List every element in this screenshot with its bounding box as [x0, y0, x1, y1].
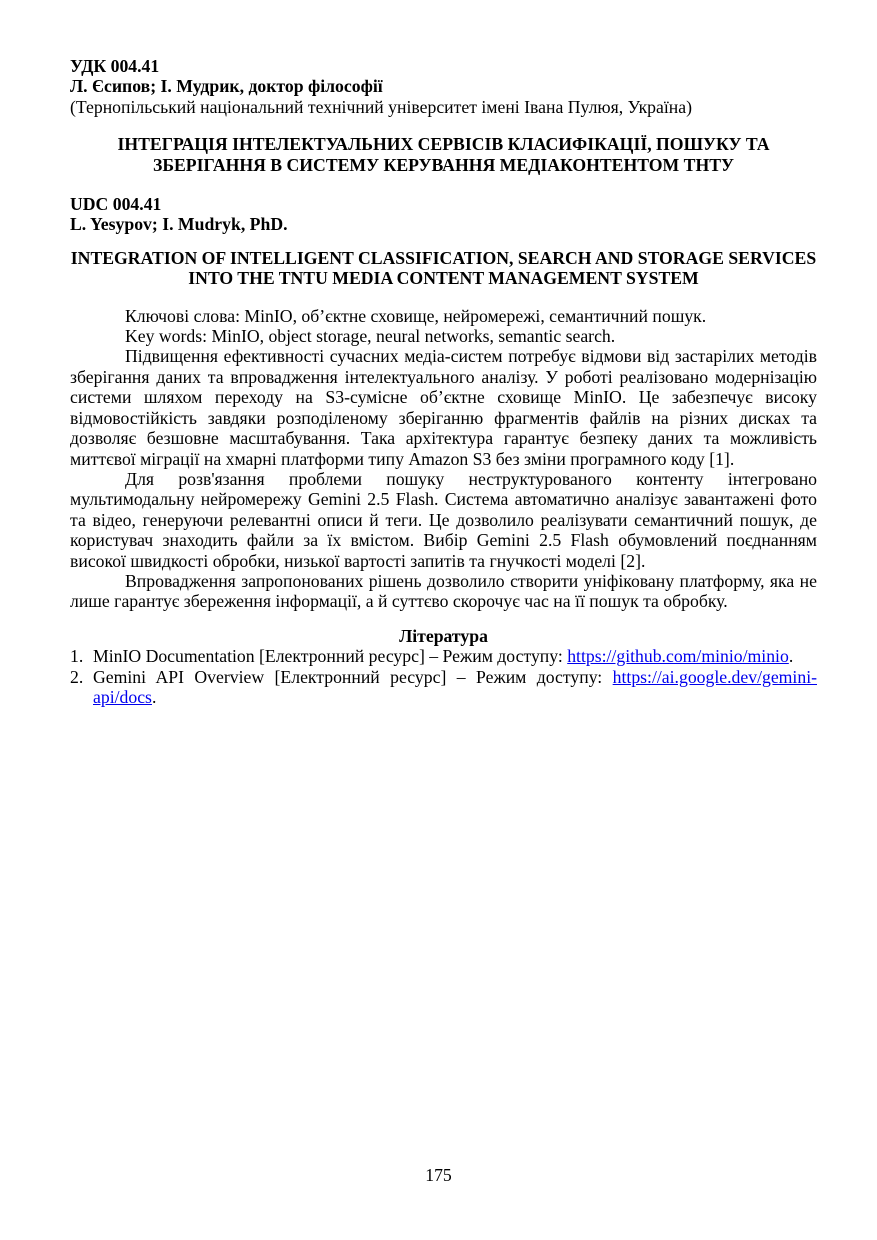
- paragraph-1: Підвищення ефективності сучасних медіа-систем потребує відмови від застарілих методів зберігання даних та впровадження інтелектуального аналізу. У роботі реалізовано модернізацію системи шляхом переходу на S3-сумісне об’єктне сховище MinIO. Це забезпечує високу відмовостійкість завдяки розподіленому зберіганню фрагментів файлів на різних дисках та дозволяє безшовне масштабування. Така архітектура гарантує безпеку даних та можливість миттєвої міграції на хмарні платформи типу Amazon S3 без зміни програмного коду [1].: [70, 346, 817, 469]
- paper-title-en: INTEGRATION OF INTELLIGENT CLASSIFICATION, SEARCH AND STORAGE SERVICES INTO THE TNTU MEDIA CONTENT MANAGEMENT SYSTEM: [70, 247, 817, 289]
- references-list: [70, 646, 817, 707]
- keywords-en: Key words: MinIO, object storage, neural networks, semantic search.: [125, 326, 616, 347]
- page-content: [70, 56, 817, 707]
- reference-item-1: [70, 646, 817, 666]
- abstract-body: [70, 346, 817, 611]
- udc-number-uk: УДК 004.41: [70, 56, 160, 76]
- reference-number-1: 1.: [70, 646, 84, 667]
- udc-block-en: [70, 194, 817, 235]
- paragraph-2: Для розв'язання проблеми пошуку неструктурованого контенту інтегровано мультимодальну нейромережу Gemini 2.5 Flash. Система автоматично аналізує завантажені фото та відео, генеруючи релевантні описи й теги. Це дозволило реалізувати семантичний пошук, де користувач знаходить файли за їх вмістом. Вибір Gemini 2.5 Flash обумовлений поєднанням високої швидкості обробки, низької вартості запитів та гнучкості моделі [2].: [70, 468, 817, 571]
- affiliation-uk: (Тернопільський національний технічний університет імені Івана Пулюя, Україна): [70, 96, 692, 117]
- reference-text-1: MinIO Documentation [Електронний ресурс] – Режим доступу:: [93, 646, 568, 667]
- reference-suffix-2: .: [151, 686, 157, 707]
- udc-number-en: UDC 004.41: [70, 194, 162, 215]
- reference-link-2[interactable]: https://ai.google.dev/gemini-api/docs: [93, 666, 817, 707]
- authors-uk: Л. Єсипов; І. Мудрик, доктор філософії: [70, 76, 383, 97]
- references-heading: Література: [399, 625, 488, 646]
- authors-en: L. Yesypov; I. Mudryk, PhD.: [70, 214, 288, 235]
- reference-suffix-1: .: [788, 646, 794, 667]
- reference-item-2: [70, 667, 817, 708]
- page-number: 175: [425, 1165, 452, 1185]
- reference-number-2: 2.: [70, 666, 84, 687]
- udc-block-uk: [70, 56, 817, 117]
- reference-text-2: Gemini API Overview [Електронний ресурс] – Режим доступу:: [93, 666, 613, 687]
- paragraph-3: Впровадження запропонованих рішень дозволило створити уніфіковану платформу, яка не лише гарантує збереження інформації, а й суттєво скорочує час на її пошук та обробку.: [70, 570, 817, 612]
- paper-title-uk: ІНТЕГРАЦІЯ ІНТЕЛЕКТУАЛЬНИХ СЕРВІСІВ КЛАСИФІКАЦІЇ, ПОШУКУ ТА ЗБЕРІГАННЯ В СИСТЕМУ КЕРУВАННЯ МЕДІАКОНТЕНТОМ ТНТУ: [117, 134, 770, 175]
- keywords-uk: Ключові слова: MinIO, об’єктне сховище, нейромережі, семантичний пошук.: [125, 305, 707, 326]
- keywords-block: [70, 306, 817, 347]
- reference-link-1[interactable]: https://github.com/minio/minio: [567, 646, 789, 667]
